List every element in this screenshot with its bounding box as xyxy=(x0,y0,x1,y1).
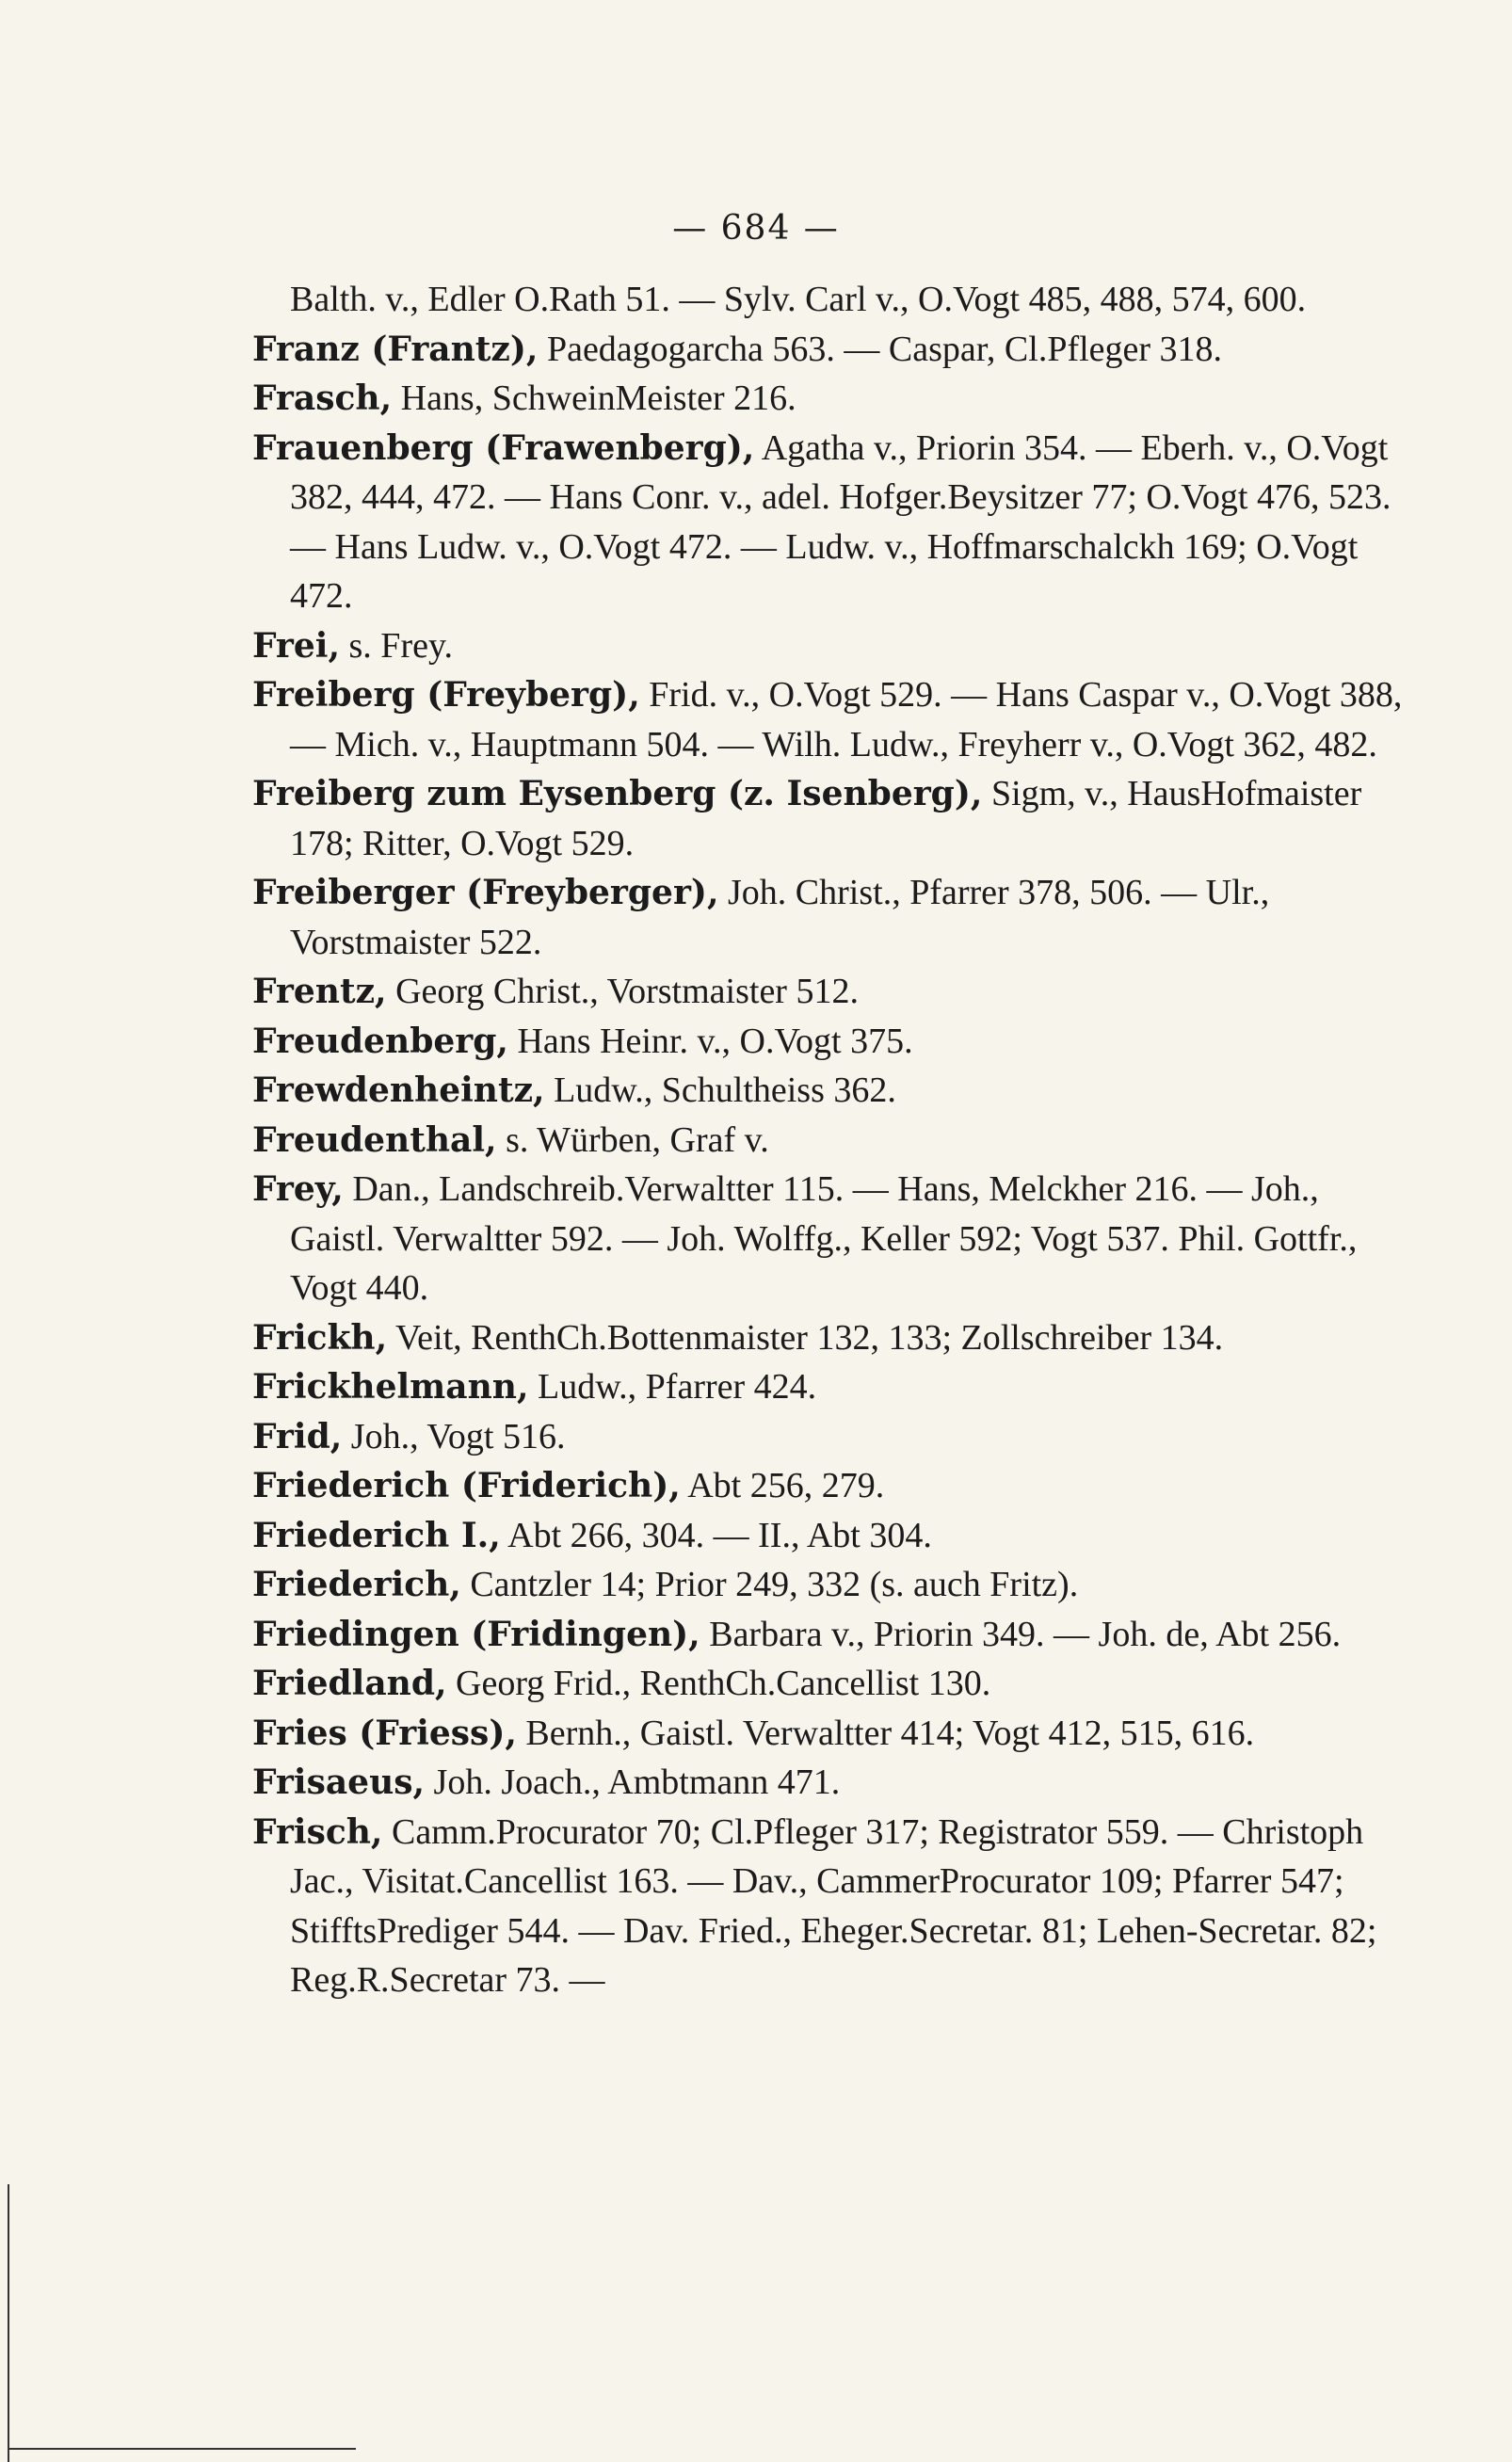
entry-head: Frisch, xyxy=(252,1811,383,1852)
entry-head: Franz (Frantz), xyxy=(252,329,539,369)
list-item xyxy=(252,1362,1408,1412)
list-item xyxy=(252,1709,1408,1759)
entry-text: Bernh., Gaistl. Verwaltter 414; Vogt 412, 515, 616. xyxy=(516,1713,1255,1753)
entry-text: Ludw., Schultheiss 362. xyxy=(544,1070,896,1110)
entry-text: Balth. v., Edler O.Rath 51. — Sylv. Carl v., O.Vogt 485, 488, 574, 600. xyxy=(290,280,1307,319)
entry-text: Sigm, v., HausHofmaister 178; Ritter, O.Vogt 529. xyxy=(290,774,1362,863)
entry-text: Veit, RenthCh.Bottenmaister 132, 133; Zollschreiber 134. xyxy=(387,1317,1224,1358)
entry-text: Joh. Christ., Pfarrer 378, 506. — Ulr., Vorstmaister 522. xyxy=(290,873,1270,962)
list-item xyxy=(252,275,1408,325)
entry-head: Frentz, xyxy=(252,972,387,1011)
entry-head: Friederich I., xyxy=(252,1515,501,1555)
entry-text: Abt 256, 279. xyxy=(680,1466,885,1505)
list-item xyxy=(252,1165,1408,1313)
entry-text: Hans Heinr. v., O.Vogt 375. xyxy=(507,1021,913,1061)
entry-head: Frey, xyxy=(252,1169,344,1209)
list-item xyxy=(252,769,1408,868)
list-item xyxy=(252,1560,1408,1610)
entry-head: Freiberg zum Eysenberg (z. Isenberg), xyxy=(252,774,983,813)
list-item xyxy=(252,670,1408,769)
list-item xyxy=(252,1758,1408,1808)
entry-text: s. Würben, Graf v. xyxy=(496,1119,769,1160)
list-item xyxy=(252,325,1408,375)
list-item xyxy=(252,1313,1408,1363)
entry-head: Friederich, xyxy=(252,1565,461,1604)
entry-head: Frickhelmann, xyxy=(252,1367,529,1407)
list-item xyxy=(252,374,1408,424)
list-item xyxy=(252,1610,1408,1660)
entry-head: Frid, xyxy=(252,1416,343,1456)
entry-head: Friederich (Friderich), xyxy=(252,1466,681,1505)
entry-head: Freudenthal, xyxy=(252,1119,497,1160)
list-item xyxy=(252,1412,1408,1462)
entry-text: Frid. v., O.Vogt 529. — Hans Caspar v., O.Vogt 388, — Mich. v., Hauptmann 504. — Wilh. Ludw., Freyherr v., O.Vogt 362, 482. xyxy=(290,675,1403,764)
entry-head: Freiberger (Freyberger), xyxy=(252,873,719,912)
list-item xyxy=(252,1116,1408,1166)
entry-text: Joh. Joach., Ambtmann 471. xyxy=(425,1762,841,1802)
entry-text: Dan., Landschreib.Verwaltter 115. — Hans, Melckher 216. — Joh., Gaistl. Verwaltter 592. — Joh. Wolffg., Keller 592; Vogt 537. Phil. Gottfr., Vogt 440. xyxy=(290,1169,1358,1308)
scan-bottom-line xyxy=(8,2448,356,2450)
entry-head: Frauenberg (Frawenberg), xyxy=(252,427,755,468)
list-item xyxy=(252,868,1408,967)
entry-head: Friedland, xyxy=(252,1664,447,1703)
entry-head: Fries (Friess), xyxy=(252,1713,517,1753)
entry-text: Hans, SchweinMeister 216. xyxy=(392,378,796,418)
list-item xyxy=(252,1017,1408,1067)
entry-text: Cantzler 14; Prior 249, 332 (s. auch Fritz). xyxy=(460,1565,1079,1604)
list-item xyxy=(252,621,1408,671)
entry-text: Paedagogarcha 563. — Caspar, Cl.Pfleger 318. xyxy=(538,329,1223,369)
list-item xyxy=(252,424,1408,621)
entry-text: s. Frey. xyxy=(340,625,453,666)
entry-head: Frewdenheintz, xyxy=(252,1070,545,1110)
scan-edge-line xyxy=(8,2184,9,2462)
list-item xyxy=(252,1659,1408,1709)
list-item xyxy=(252,1808,1408,2005)
entry-text: Joh., Vogt 516. xyxy=(342,1416,566,1456)
entry-text: Ludw., Pfarrer 424. xyxy=(528,1367,817,1407)
entry-text: Georg Christ., Vorstmaister 512. xyxy=(386,972,859,1011)
entry-head: Frickh, xyxy=(252,1317,388,1358)
entry-head: Frasch, xyxy=(252,378,393,418)
list-item xyxy=(252,1511,1408,1561)
register-entries xyxy=(252,275,1408,2005)
list-item xyxy=(252,967,1408,1017)
entry-head: Frei, xyxy=(252,625,341,666)
page-number: — 684 — xyxy=(672,209,840,248)
list-item xyxy=(252,1461,1408,1511)
entry-head: Freudenberg, xyxy=(252,1021,508,1061)
entry-text: Camm.Procurator 70; Cl.Pfleger 317; Registrator 559. — Christoph Jac., Visitat.Cancellist 163. — Dav., CammerProcurator 109; Pfarrer 547; StifftsPrediger 544. — Dav. Fried., Eheger.Secretar. 81; Lehen-Secretar. 82; Reg.R.Secretar 73. — xyxy=(290,1811,1377,2000)
entry-text: Abt 266, 304. — II., Abt 304. xyxy=(500,1515,932,1555)
entry-head: Freiberg (Freyberg), xyxy=(252,675,640,715)
entry-head: Frisaeus, xyxy=(252,1762,426,1802)
entry-text: Georg Frid., RenthCh.Cancellist 130. xyxy=(446,1664,991,1703)
entry-text: Agatha v., Priorin 354. — Eberh. v., O.Vogt 382, 444, 472. — Hans Conr. v., adel. Hofger.Beysitzer 77; O.Vogt 476, 523. — Hans Ludw. v., O.Vogt 472. — Ludw. v., Hoffmarschalckh 169; O.Vogt 472. xyxy=(290,427,1391,616)
entry-head: Friedingen (Fridingen), xyxy=(252,1614,700,1654)
entry-text: Barbara v., Priorin 349. — Joh. de, Abt 256. xyxy=(700,1614,1342,1654)
list-item xyxy=(252,1066,1408,1116)
